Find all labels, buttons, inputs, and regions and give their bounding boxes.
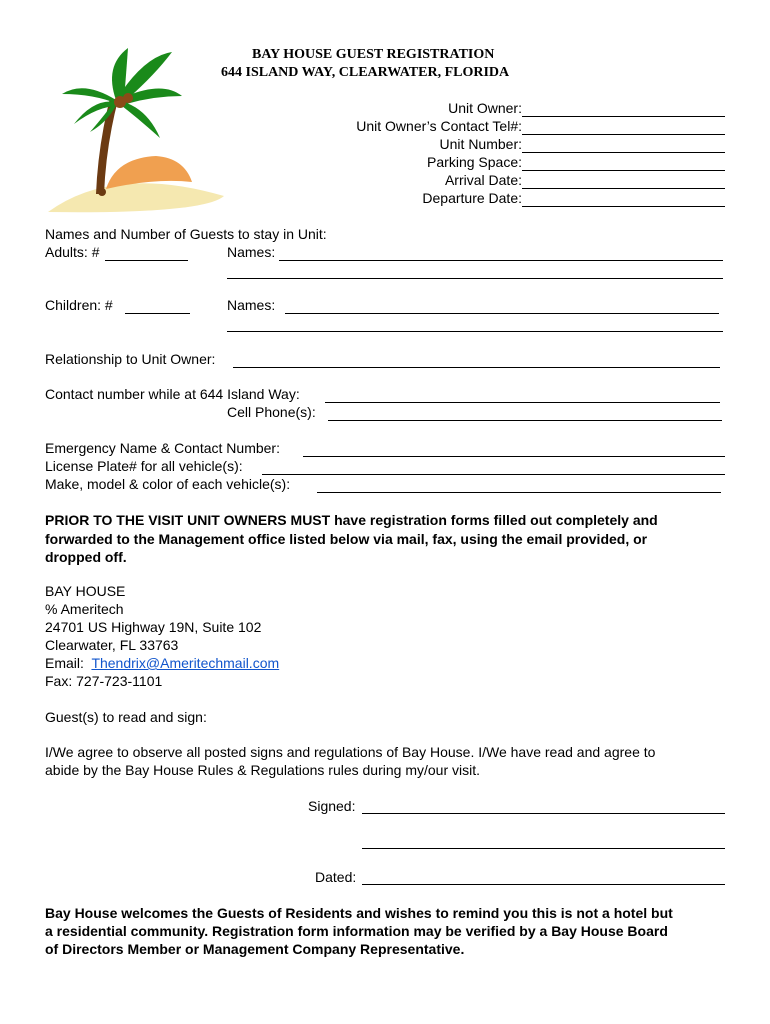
parking-space-label: Parking Space: (427, 154, 522, 170)
unit-owner-field[interactable] (522, 116, 725, 117)
email-label: Email: (45, 655, 84, 671)
email-link[interactable]: Thendrix@Ameritechmail.com (91, 655, 280, 671)
notice-lead: PRIOR TO THE VISIT UNIT OWNERS MUST (45, 512, 331, 528)
office-name: BAY HOUSE (45, 583, 126, 599)
footer-line-2: a residential community. Registration form information may be verified by a Bay House Board (45, 923, 668, 939)
arrival-date-label: Arrival Date: (444, 172, 522, 188)
contact-field[interactable] (325, 402, 720, 403)
dated-label: Dated: (315, 869, 357, 885)
cell-phone-field[interactable] (328, 420, 722, 421)
children-names-label: Names: (227, 297, 276, 313)
owner-tel-field[interactable] (522, 134, 725, 135)
unit-owner-label: Unit Owner: (448, 100, 522, 116)
children-names-field[interactable] (285, 313, 719, 314)
adults-names-field[interactable] (279, 260, 723, 261)
notice-rest: have registration forms filled out completely and (330, 512, 658, 528)
agreement-line-2: abide by the Bay House Rules & Regulations rules during my/our visit. (45, 762, 480, 778)
office-care-of: % Ameritech (45, 601, 124, 617)
signature-field[interactable] (362, 813, 725, 814)
notice-line-2: forwarded to the Management office listed below via mail, fax, using the email provided, or (45, 531, 648, 547)
emergency-contact-field[interactable] (303, 456, 725, 457)
adults-label: Adults: # (45, 244, 100, 260)
signature-field-2[interactable] (362, 848, 725, 849)
license-plate-label: License Plate# for all vehicle(s): (45, 458, 243, 474)
unit-number-label: Unit Number: (439, 136, 522, 152)
palm-island-logo (44, 46, 229, 216)
relationship-label: Relationship to Unit Owner: (45, 351, 216, 367)
children-count-field[interactable] (125, 313, 190, 314)
notice-line-1 (45, 511, 658, 530)
departure-date-field[interactable] (522, 206, 725, 207)
parking-space-field[interactable] (522, 170, 725, 171)
footer-line-1: Bay House welcomes the Guests of Residents and wishes to remind you this is not a hotel but (45, 905, 673, 921)
form-title: BAY HOUSE GUEST REGISTRATION (252, 47, 495, 62)
children-label: Children: # (45, 297, 113, 313)
contact-label: Contact number while at 644 Island Way: (45, 386, 300, 402)
unit-number-field[interactable] (522, 152, 725, 153)
sand-shape (48, 183, 224, 212)
office-street: 24701 US Highway 19N, Suite 102 (45, 619, 262, 635)
office-fax: Fax: 727-723-1101 (45, 673, 163, 689)
date-field[interactable] (362, 884, 725, 885)
emergency-contact-label: Emergency Name & Contact Number: (45, 440, 280, 456)
signed-label: Signed: (308, 798, 356, 814)
owner-tel-label: Unit Owner’s Contact Tel#: (356, 118, 522, 134)
vehicle-field[interactable] (317, 492, 721, 493)
departure-date-label: Departure Date: (422, 190, 522, 206)
children-names-field-2[interactable] (227, 331, 723, 332)
footer-line-3: of Directors Member or Management Company Representative. (45, 941, 465, 957)
cell-phone-label: Cell Phone(s): (227, 404, 316, 420)
arrival-date-field[interactable] (522, 188, 725, 189)
guests-intro: Names and Number of Guests to stay in Unit: (45, 226, 327, 242)
sign-prompt: Guest(s) to read and sign: (45, 709, 207, 725)
license-plate-field[interactable] (262, 474, 725, 475)
form-address: 644 ISLAND WAY, CLEARWATER, FLORIDA (221, 65, 510, 80)
palm-leaves (62, 48, 182, 138)
vehicle-label: Make, model & color of each vehicle(s): (45, 476, 291, 492)
relationship-field[interactable] (233, 367, 720, 368)
office-email-row (45, 655, 279, 672)
adults-count-field[interactable] (105, 260, 188, 261)
adults-names-field-2[interactable] (227, 278, 723, 279)
agreement-line-1: I/We agree to observe all posted signs and regulations of Bay House. I/We have read and agree to (45, 744, 656, 760)
notice-line-3: dropped off. (45, 549, 127, 565)
office-city: Clearwater, FL 33763 (45, 637, 179, 653)
adults-names-label: Names: (227, 244, 276, 260)
